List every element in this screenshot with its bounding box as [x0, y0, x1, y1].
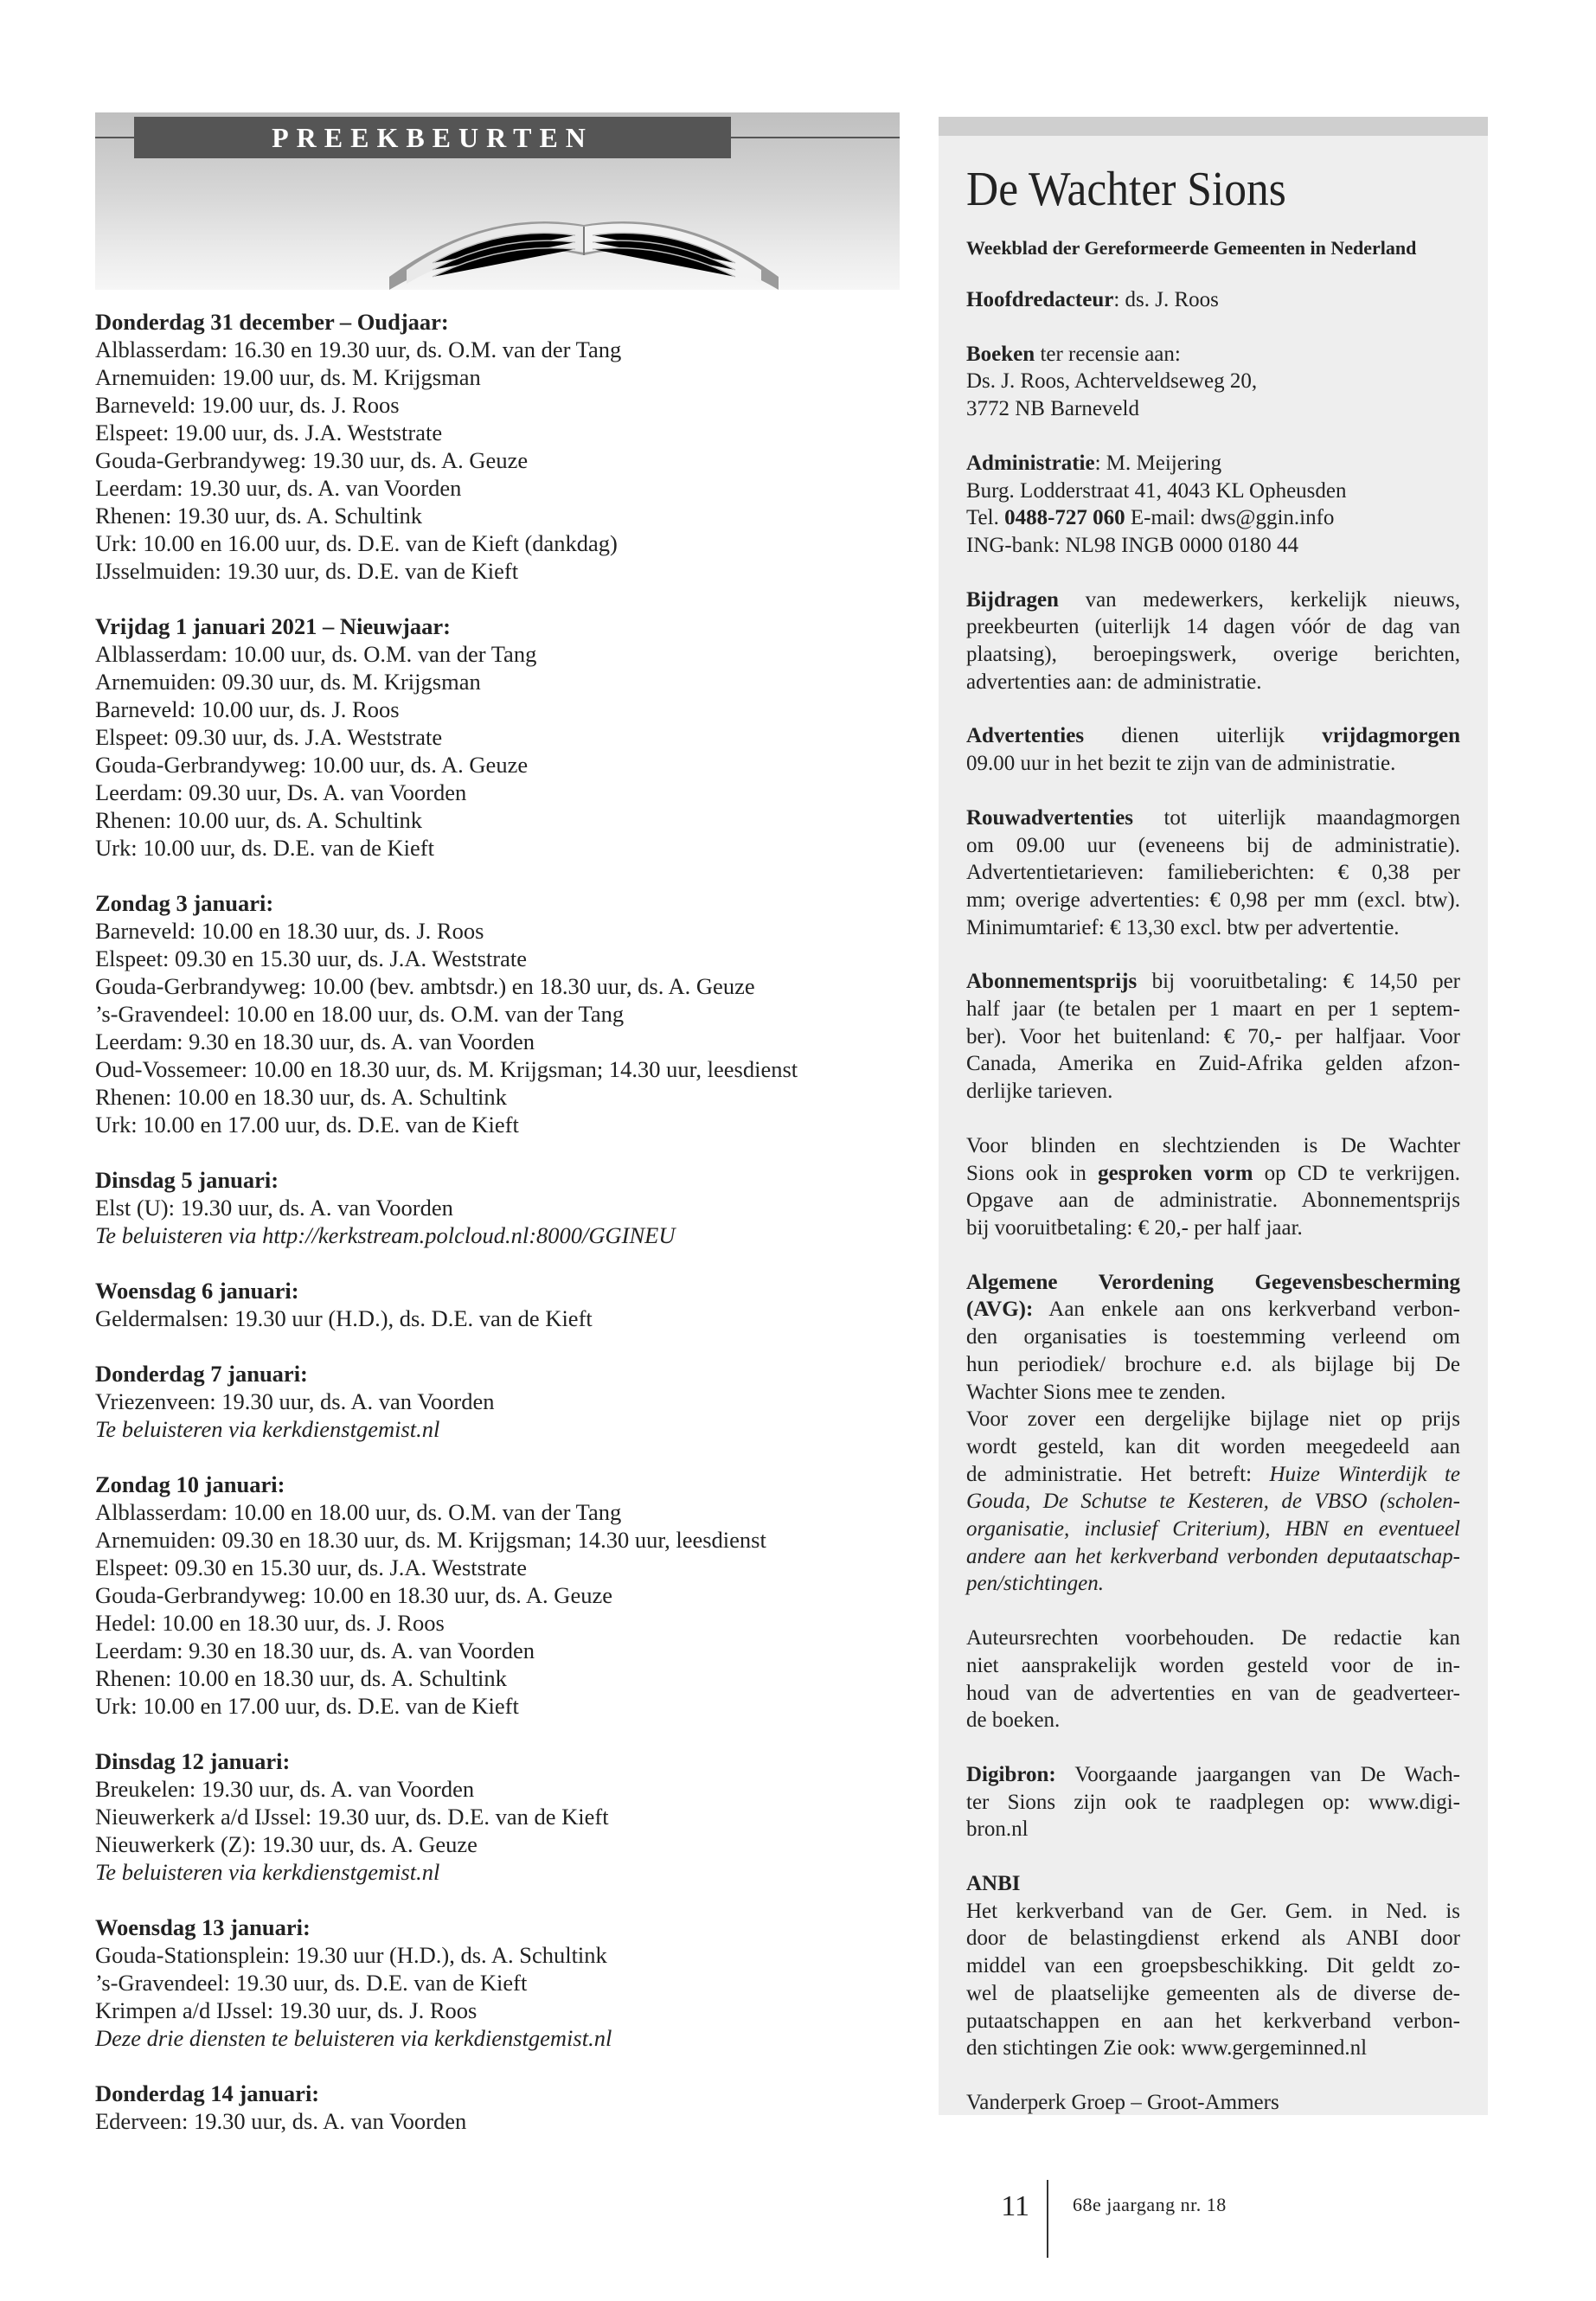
footer-divider	[1047, 2180, 1048, 2258]
page-number: 11	[1001, 2190, 1029, 2222]
contributions-info	[966, 586, 1460, 696]
anbi-text: Het kerkverband van de Ger. Gem. in Ned. is	[966, 1899, 1460, 1923]
service-entry: Alblasserdam: 10.00 uur, ds. O.M. van der Tang	[95, 641, 537, 667]
rouw-label: Rouwadvertenties	[966, 805, 1134, 830]
admin-info	[966, 450, 1460, 560]
service-entry: ’s-Gravendeel: 19.30 uur, ds. D.E. van de Kieft	[95, 1970, 528, 1996]
day-heading: Donderdag 7 januari:	[95, 1361, 308, 1387]
service-entry: Vriezenveen: 19.30 uur, ds. A. van Voorden	[95, 1388, 495, 1414]
avg-text: Voor zover een dergelijke bijlage niet op prijs	[966, 1407, 1460, 1432]
digibron-info	[966, 1761, 1460, 1843]
digi-text: ter Sions zijn ook te raadplegen op: www.digi-	[966, 1790, 1460, 1814]
rouw-text: mm; overige advertenties: € 0,98 per mm (excl. btw).	[966, 888, 1460, 912]
ads-label: Advertenties	[966, 724, 1085, 748]
service-entry: Leerdam: 09.30 uur, Ds. A. van Voorden	[95, 779, 467, 805]
ads-deadline: vrijdagmorgen	[1322, 724, 1460, 748]
avg-text: hun periodiek/ brochure e.d. als bijlage bij De	[966, 1352, 1460, 1376]
magazine-title: De Wachter Sions	[966, 163, 1286, 216]
books-line: Ds. J. Roos, Achterveldseweg 20,	[966, 369, 1258, 394]
avg-label: Algemene Verordening Gegevensbescherming	[966, 1270, 1460, 1294]
subscription-info	[966, 968, 1460, 1106]
service-entry: IJsselmuiden: 19.30 uur, ds. D.E. van de Kieft	[95, 558, 519, 584]
day-heading: Woensdag 6 januari:	[95, 1278, 299, 1304]
blind-text: Opgave aan de administratie. Abonnementsprijs	[966, 1189, 1460, 1213]
abo-label: Abonnementsprijs	[966, 970, 1138, 994]
service-entry: Rhenen: 10.00 en 18.30 uur, ds. A. Schultink	[95, 1084, 507, 1110]
schedule-day	[95, 612, 917, 862]
schedule-day	[95, 1166, 917, 1249]
avg-italic: pen/stichtingen.	[966, 1572, 1104, 1596]
editor-label: Hoofdredacteur	[966, 288, 1114, 311]
service-entry: Elspeet: 19.00 uur, ds. J.A. Weststrate	[95, 420, 443, 445]
service-entry: Urk: 10.00 en 17.00 uur, ds. D.E. van de Kieft	[95, 1693, 519, 1719]
section-title: PREEKBEURTEN	[272, 121, 593, 153]
copy-text: houd van de advertenties en van de geadverteer-	[966, 1681, 1460, 1705]
service-entry: ’s-Gravendeel: 10.00 en 18.00 uur, ds. O.M. van der Tang	[95, 1001, 625, 1027]
colophon-panel	[939, 117, 1488, 2115]
obituary-ads-info	[966, 804, 1460, 942]
contrib-text: preekbeurten (uiterlijk 14 dagen vóór de dag van	[966, 615, 1460, 639]
service-entry: Arnemuiden: 19.00 uur, ds. M. Krijgsman	[95, 364, 481, 390]
tel-prefix: Tel.	[966, 506, 1005, 530]
ads-info	[966, 722, 1460, 777]
service-entry: Hedel: 10.00 en 18.30 uur, ds. J. Roos	[95, 1610, 445, 1636]
service-entry: Leerdam: 19.30 uur, ds. A. van Voorden	[95, 475, 462, 501]
schedule-day	[95, 1747, 917, 1886]
contrib-text: van medewerkers, kerkelijk nieuws,	[1058, 587, 1460, 612]
open-book-illustration	[381, 173, 787, 290]
books-label: Boeken	[966, 342, 1035, 366]
avg-text: den organisaties is toestemming verleend om	[966, 1325, 1460, 1349]
day-heading: Donderdag 31 december – Oudjaar:	[95, 309, 449, 335]
avg-text: de administratie. Het betreft:	[966, 1462, 1270, 1486]
schedule-day	[95, 1277, 917, 1332]
avg-label: (AVG):	[966, 1298, 1034, 1322]
gdpr-info	[966, 1269, 1460, 1598]
service-entry: Nieuwerkerk a/d IJssel: 19.30 uur, ds. D.E. van de Kieft	[95, 1804, 609, 1830]
magazine-subtitle: Weekblad der Gereformeerde Gemeenten in Nederland	[966, 237, 1417, 259]
service-entry: Arnemuiden: 09.30 uur, ds. M. Krijgsman	[95, 669, 481, 695]
admin-email: E-mail: dws@ggin.info	[1125, 506, 1335, 530]
service-entry: Rhenen: 19.30 uur, ds. A. Schultink	[95, 503, 423, 529]
printer-name: Vanderperk Groep – Groot-Ammers	[966, 2090, 1279, 2114]
anbi-label: ANBI	[966, 1872, 1021, 1896]
service-entry: Arnemuiden: 09.30 en 18.30 uur, ds. M. Krijgsman; 14.30 uur, leesdienst	[95, 1527, 766, 1553]
rouw-text: Minimumtarief: € 13,30 excl. btw per advertentie.	[966, 915, 1400, 939]
day-heading: Zondag 3 januari:	[95, 890, 274, 916]
copyright-info	[966, 1625, 1460, 1734]
broadcast-note: Te beluisteren via kerkdienstgemist.nl	[95, 1859, 440, 1885]
schedule-day	[95, 308, 917, 585]
editor-value: : ds. J. Roos	[1113, 288, 1219, 311]
abo-text: half jaar (te betalen per 1 maart en per 1 septem-	[966, 997, 1460, 1022]
contrib-label: Bijdragen	[966, 587, 1059, 612]
rouw-text: tot uiterlijk maandagmorgen	[1133, 805, 1460, 830]
contrib-text: advertenties aan: de administratie.	[966, 670, 1262, 694]
service-entry: Gouda-Stationsplein: 19.30 uur (H.D.), ds. A. Schultink	[95, 1942, 607, 1968]
service-entry: Elspeet: 09.30 en 15.30 uur, ds. J.A. Weststrate	[95, 1554, 528, 1580]
blind-text: bij vooruitbetaling: € 20,- per half jaar.	[966, 1215, 1303, 1240]
avg-text: Wachter Sions mee te zenden.	[966, 1380, 1226, 1404]
anbi-text: middel van een groepsbeschikking. Dit geldt zo-	[966, 1954, 1460, 1978]
contrib-text: plaatsing), beroepingswerk, overige berichten,	[966, 643, 1460, 667]
service-entry: Barneveld: 19.00 uur, ds. J. Roos	[95, 392, 400, 418]
blind-text: Voor blinden en slechtzienden is De Wachter	[966, 1133, 1460, 1157]
service-entry: Alblasserdam: 10.00 en 18.00 uur, ds. O.M. van der Tang	[95, 1499, 622, 1525]
service-entry: Ederveen: 19.30 uur, ds. A. van Voorden	[95, 2108, 467, 2134]
service-entry: Urk: 10.00 uur, ds. D.E. van de Kieft	[95, 835, 434, 861]
copy-text: niet aansprakelijk worden gesteld voor de in-	[966, 1653, 1460, 1677]
rouw-text: Advertentietarieven: familieberichten: € 0,38 per	[966, 861, 1460, 885]
anbi-text: wel de plaatselijke gemeenten als de diverse de-	[966, 1981, 1460, 2005]
day-heading: Woensdag 13 januari:	[95, 1914, 311, 1940]
admin-bank: ING-bank: NL98 INGB 0000 0180 44	[966, 533, 1298, 557]
abo-text: ber). Voor het buitenland: € 70,- per halfjaar. Voor	[966, 1024, 1460, 1048]
editor-info	[966, 286, 1460, 314]
anbi-info	[966, 1870, 1460, 2062]
service-entry: Oud-Vossemeer: 10.00 en 18.30 uur, ds. M. Krijgsman; 14.30 uur, leesdienst	[95, 1056, 798, 1082]
avg-text: Aan enkele aan ons kerkverband verbon-	[1033, 1298, 1460, 1322]
admin-value: : M. Meijering	[1094, 451, 1222, 475]
books-text: ter recensie aan:	[1035, 342, 1181, 366]
avg-italic: Gouda, De Schutse te Kesteren, de VBSO (scholen-	[966, 1490, 1460, 1514]
anbi-text: putaatschappen en aan het kerkverband verbon-	[966, 2009, 1460, 2033]
issue-info: 68e jaargang nr. 18	[1073, 2194, 1227, 2215]
blind-text: Sions ook in	[966, 1161, 1099, 1185]
admin-address: Burg. Lodderstraat 41, 4043 KL Opheusden	[966, 478, 1347, 503]
service-entry: Rhenen: 10.00 en 18.30 uur, ds. A. Schultink	[95, 1665, 507, 1691]
day-heading: Donderdag 14 januari:	[95, 2080, 320, 2106]
digi-label: Digibron:	[966, 1762, 1056, 1786]
blind-text: op CD te verkrijgen.	[1253, 1161, 1460, 1185]
ads-text: 09.00 uur in het bezit te zijn van de administratie.	[966, 752, 1396, 776]
service-entry: Elst (U): 19.30 uur, ds. A. van Voorden	[95, 1195, 453, 1221]
books-line: 3772 NB Barneveld	[966, 397, 1139, 421]
schedule-day	[95, 889, 917, 1138]
schedule-day	[95, 2080, 917, 2135]
digi-text: bron.nl	[966, 1817, 1029, 1842]
abo-text: bij vooruitbetaling: € 14,50 per	[1137, 970, 1460, 994]
avg-italic: andere aan het kerkverband verbonden deputaatschap-	[966, 1544, 1460, 1568]
books-info	[966, 341, 1460, 423]
digi-text: Voorgaande jaargangen van De Wach-	[1055, 1762, 1460, 1786]
service-entry: Urk: 10.00 en 17.00 uur, ds. D.E. van de Kieft	[95, 1112, 519, 1138]
schedule-day	[95, 1913, 917, 2052]
service-entry: Barneveld: 10.00 uur, ds. J. Roos	[95, 696, 400, 722]
broadcast-note: Deze drie diensten te beluisteren via kerkdienstgemist.nl	[95, 2025, 612, 2051]
service-entry: Leerdam: 9.30 en 18.30 uur, ds. A. van Voorden	[95, 1638, 535, 1663]
service-entry: Gouda-Gerbrandyweg: 19.30 uur, ds. A. Geuze	[95, 447, 529, 473]
admin-label: Administratie	[966, 451, 1095, 475]
broadcast-note: Te beluisteren via kerkdienstgemist.nl	[95, 1416, 440, 1442]
admin-phone: 0488-727 060	[1004, 506, 1125, 530]
blind-bold: gesproken vorm	[1098, 1161, 1253, 1185]
section-title-box	[134, 117, 731, 158]
service-entry: Breukelen: 19.30 uur, ds. A. van Voorden	[95, 1776, 475, 1802]
schedule-day	[95, 1471, 917, 1720]
preaching-schedule	[95, 308, 917, 2163]
copy-text: de boeken.	[966, 1708, 1061, 1733]
service-entry: Elspeet: 09.30 uur, ds. J.A. Weststrate	[95, 724, 443, 750]
rouw-text: om 09.00 uur (eveneens bij de administratie).	[966, 833, 1460, 857]
copy-text: Auteursrechten voorbehouden. De redactie kan	[966, 1626, 1460, 1650]
service-entry: Elspeet: 09.30 en 15.30 uur, ds. J.A. Weststrate	[95, 945, 528, 971]
service-entry: Rhenen: 10.00 uur, ds. A. Schultink	[95, 807, 423, 833]
service-entry: Alblasserdam: 16.30 en 19.30 uur, ds. O.M. van der Tang	[95, 336, 622, 362]
printer-info	[966, 2089, 1460, 2117]
day-heading: Dinsdag 5 januari:	[95, 1167, 279, 1193]
abo-text: derlijke tarieven.	[966, 1080, 1113, 1104]
day-heading: Zondag 10 januari:	[95, 1471, 285, 1497]
service-entry: Nieuwerkerk (Z): 19.30 uur, ds. A. Geuze	[95, 1831, 478, 1857]
broadcast-note: Te beluisteren via http://kerkstream.polcloud.nl:8000/GGINEU	[95, 1222, 676, 1248]
schedule-day	[95, 1360, 917, 1443]
service-entry: Leerdam: 9.30 en 18.30 uur, ds. A. van Voorden	[95, 1029, 535, 1054]
audio-edition-info	[966, 1132, 1460, 1242]
service-entry: Krimpen a/d IJssel: 19.30 uur, ds. J. Roos	[95, 1997, 478, 2023]
day-heading: Dinsdag 12 januari:	[95, 1748, 291, 1774]
service-entry: Gouda-Gerbrandyweg: 10.00 uur, ds. A. Geuze	[95, 752, 529, 778]
anbi-text: door de belastingdienst erkend als ANBI door	[966, 1926, 1460, 1951]
ads-text: dienen uiterlijk	[1084, 724, 1323, 748]
service-entry: Urk: 10.00 en 16.00 uur, ds. D.E. van de Kieft (dankdag)	[95, 530, 618, 556]
service-entry: Geldermalsen: 19.30 uur (H.D.), ds. D.E. van de Kieft	[95, 1305, 593, 1331]
avg-text: wordt gesteld, kan dit worden meegedeeld aan	[966, 1434, 1460, 1458]
service-entry: Barneveld: 10.00 en 18.30 uur, ds. J. Roos	[95, 918, 484, 944]
service-entry: Gouda-Gerbrandyweg: 10.00 en 18.30 uur, ds. A. Geuze	[95, 1582, 612, 1608]
anbi-text: den stichtingen Zie ook: www.gergeminned.nl	[966, 2036, 1368, 2061]
service-entry: Gouda-Gerbrandyweg: 10.00 (bev. ambtsdr.) en 18.30 uur, ds. A. Geuze	[95, 973, 755, 999]
abo-text: Canada, Amerika en Zuid-Afrika gelden afzon-	[966, 1052, 1460, 1076]
day-heading: Vrijdag 1 januari 2021 – Nieuwjaar:	[95, 613, 451, 639]
avg-italic: organisatie, inclusief Criterium), HBN en eventueel	[966, 1517, 1460, 1541]
avg-italic: Huize Winterdijk te	[1269, 1462, 1460, 1486]
